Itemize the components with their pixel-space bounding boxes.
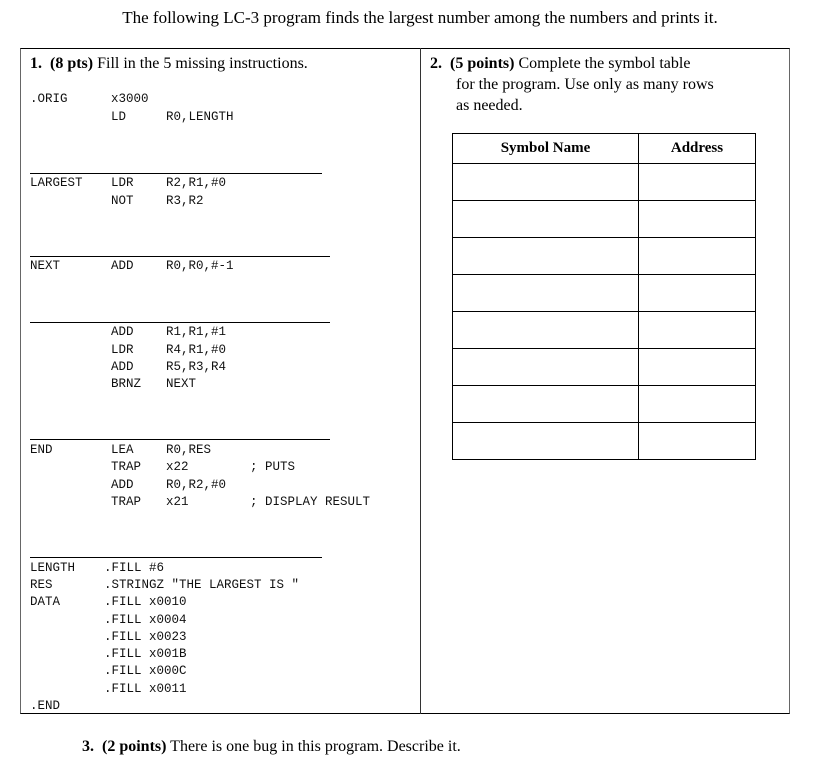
symbol-name-cell[interactable] <box>453 386 639 423</box>
question-1-text: Fill in the 5 missing instructions. <box>97 55 308 72</box>
missing-instruction-blank-3[interactable] <box>30 322 330 323</box>
code-args-trap22: x22 <box>166 460 189 474</box>
code-op-res: .STRINGZ "THE LARGEST IS " <box>104 578 300 592</box>
table-row <box>453 238 756 275</box>
code-op-next: ADD <box>111 259 134 273</box>
address-cell[interactable] <box>639 238 756 275</box>
question-1-title <box>30 53 308 74</box>
table-row <box>453 164 756 201</box>
code-op-largest: LDR <box>111 176 134 190</box>
symbol-name-cell[interactable] <box>453 312 639 349</box>
missing-instruction-blank-4[interactable] <box>30 439 330 440</box>
address-cell[interactable] <box>639 386 756 423</box>
code-args-add-r1: R1,R1,#1 <box>166 325 227 339</box>
symbol-name-cell[interactable] <box>453 275 639 312</box>
code-args-add-r0: R0,R2,#0 <box>166 478 227 492</box>
code-end-directive: .END <box>30 699 61 713</box>
code-op-data: .FILL x0010 <box>104 595 187 609</box>
question-3-points: (2 points) <box>102 738 167 755</box>
code-args-ldr-r4: R4,R1,#0 <box>166 343 227 357</box>
missing-instruction-blank-5[interactable] <box>30 557 322 558</box>
code-op-length: .FILL #6 <box>104 561 165 575</box>
code-label-largest: LARGEST <box>30 176 83 190</box>
question-3-number: 3. <box>82 738 94 755</box>
question-1-points: (8 pts) <box>50 55 94 72</box>
code-label-res: RES <box>30 578 53 592</box>
address-cell[interactable] <box>639 164 756 201</box>
symbol-name-cell[interactable] <box>453 238 639 275</box>
code-args-brnz: NEXT <box>166 377 197 391</box>
address-cell[interactable] <box>639 349 756 386</box>
code-label-length: LENGTH <box>30 561 76 575</box>
table-row <box>453 349 756 386</box>
question-3 <box>82 738 461 756</box>
table-row <box>453 201 756 238</box>
page-heading: The following LC-3 program finds the largest number among the numbers and prints it. <box>122 8 718 27</box>
code-op-trap21: TRAP <box>111 495 142 509</box>
question-2-title <box>430 53 690 74</box>
code-args-next: R0,R0,#-1 <box>166 259 234 273</box>
address-header: Address <box>639 134 756 164</box>
symbol-name-cell[interactable] <box>453 423 639 460</box>
column-divider <box>420 48 421 714</box>
code-args-lea: R0,RES <box>166 443 212 457</box>
table-row <box>453 386 756 423</box>
missing-instruction-blank-1[interactable] <box>30 173 322 174</box>
code-args-trap21: x21 <box>166 495 189 509</box>
code-fill-1: .FILL x0004 <box>104 613 187 627</box>
code-op-ldr-r4: LDR <box>111 343 134 357</box>
code-op-add-r0: ADD <box>111 478 134 492</box>
code-op-ld: LD <box>111 110 127 124</box>
code-args-ld: R0,LENGTH <box>166 110 234 124</box>
question-2-text-line1: Complete the symbol table <box>518 55 691 72</box>
question-2-number: 2. <box>430 55 442 72</box>
symbol-name-cell[interactable] <box>453 164 639 201</box>
address-cell[interactable] <box>639 275 756 312</box>
code-fill-2: .FILL x0023 <box>104 630 187 644</box>
code-comment-puts: ; PUTS <box>250 460 296 474</box>
code-label-end: END <box>30 443 53 457</box>
table-row <box>453 275 756 312</box>
code-op-lea: LEA <box>111 443 134 457</box>
code-fill-3: .FILL x001B <box>104 647 187 661</box>
code-fill-5: .FILL x0011 <box>104 682 187 696</box>
code-op-add-r1: ADD <box>111 325 134 339</box>
code-fill-4: .FILL x000C <box>104 664 187 678</box>
address-cell[interactable] <box>639 201 756 238</box>
code-op-trap22: TRAP <box>111 460 142 474</box>
question-2-text-line3: as needed. <box>456 97 523 114</box>
code-label-data: DATA <box>30 595 61 609</box>
code-op-add-r5: ADD <box>111 360 134 374</box>
table-row <box>453 312 756 349</box>
question-1-number: 1. <box>30 55 42 72</box>
code-op-brnz: BRNZ <box>111 377 142 391</box>
code-args-add-r5: R5,R3,R4 <box>166 360 227 374</box>
code-comment-display: ; DISPLAY RESULT <box>250 495 371 509</box>
symbol-name-cell[interactable] <box>453 349 639 386</box>
address-cell[interactable] <box>639 423 756 460</box>
question-2-points: (5 points) <box>450 55 515 72</box>
code-label-orig: .ORIG <box>30 92 68 106</box>
missing-instruction-blank-2[interactable] <box>30 256 330 257</box>
address-cell[interactable] <box>639 312 756 349</box>
question-3-text: There is one bug in this program. Describe it. <box>170 738 461 755</box>
code-op-not: NOT <box>111 194 134 208</box>
symbol-table-header-row <box>453 134 756 164</box>
code-op-orig: x3000 <box>111 92 149 106</box>
code-args-largest: R2,R1,#0 <box>166 176 227 190</box>
symbol-name-cell[interactable] <box>453 201 639 238</box>
question-2-text-line2: for the program. Use only as many rows <box>456 76 714 93</box>
symbol-table <box>452 133 756 460</box>
code-args-not: R3,R2 <box>166 194 204 208</box>
code-label-next: NEXT <box>30 259 61 273</box>
symbol-name-header: Symbol Name <box>453 134 639 164</box>
table-row <box>453 423 756 460</box>
